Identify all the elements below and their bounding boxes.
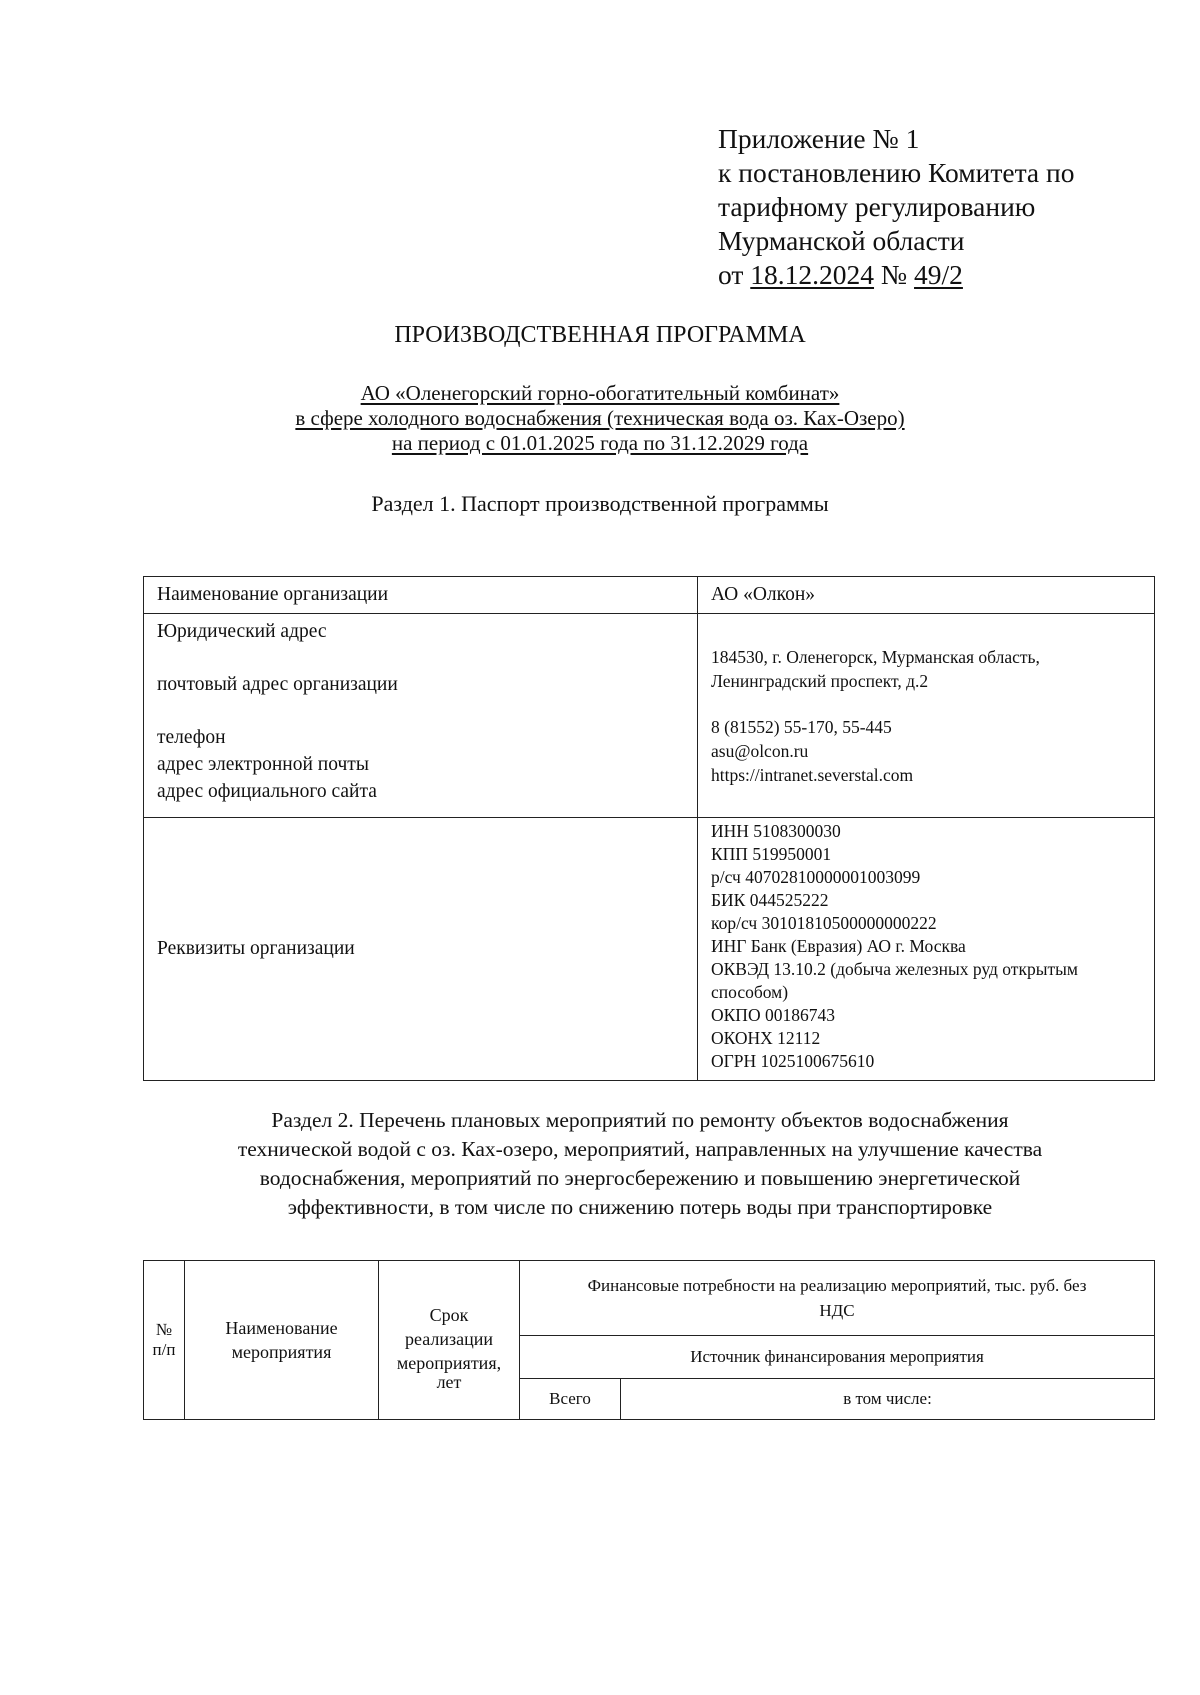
col-term-line4: лет xyxy=(436,1375,462,1389)
email-label: адрес электронной почты xyxy=(157,754,369,775)
appendix-line2: к постановлению Комитета по xyxy=(718,157,1075,188)
col-num-line1: № xyxy=(155,1320,173,1339)
requisite-line: ОКВЭД 13.10.2 (добыча железных руд открытым xyxy=(711,959,1078,979)
requisites-value xyxy=(698,818,1155,1081)
resolution-number: 49/2 xyxy=(914,259,963,290)
requisite-line: КПП 519950001 xyxy=(711,844,832,864)
col-term-header xyxy=(379,1261,520,1420)
table-row xyxy=(144,1261,1155,1336)
requisite-line: ИНН 5108300030 xyxy=(711,821,841,841)
col-term-line2: реализации xyxy=(405,1329,493,1349)
col-including-header: в том числе: xyxy=(621,1379,1155,1420)
email-value: asu@olcon.ru xyxy=(711,741,809,761)
address-line1: 184530, г. Оленегорск, Мурманская область, xyxy=(711,647,1040,667)
section2-line2: технической водой с оз. Ках-озеро, мероприятий, направленных на улучшение качества xyxy=(237,1137,1043,1161)
requisite-line: способом) xyxy=(711,982,789,1002)
section2-title xyxy=(150,1106,1130,1222)
postal-address-label: почтовый адрес организации xyxy=(157,674,398,695)
contacts-values-cell xyxy=(698,614,1155,818)
measures-table xyxy=(143,1260,1155,1420)
requisite-line: ОГРН 1025100675610 xyxy=(711,1051,875,1071)
col-finance-line1: Финансовые потребности на реализацию мероприятий, тыс. руб. без xyxy=(587,1276,1087,1295)
section2-line4: эффективности, в том числе по снижению потерь воды при транспортировке xyxy=(287,1195,993,1219)
passport-table xyxy=(143,576,1155,1081)
col-name-line2: мероприятия xyxy=(231,1342,332,1362)
col-name-line1: Наименование xyxy=(225,1318,338,1338)
appendix-line4: Мурманской области xyxy=(718,225,965,256)
phone-value: 8 (81552) 55-170, 55-445 xyxy=(711,717,892,737)
col-total-header: Всего xyxy=(520,1379,621,1420)
requisite-line: ИНГ Банк (Евразия) АО г. Москва xyxy=(711,936,966,956)
org-title-line3: на период с 01.01.2025 года по 31.12.2029 года xyxy=(391,431,809,455)
org-title-line1: АО «Оленегорский горно-обогатительный комбинат» xyxy=(360,381,840,405)
legal-address-label: Юридический адрес xyxy=(157,621,327,642)
col-finance-line2: НДС xyxy=(819,1301,855,1320)
requisite-line: кор/сч 30101810500000000222 xyxy=(711,913,937,933)
table-row xyxy=(144,577,1155,614)
col-name-header xyxy=(185,1261,379,1420)
requisite-line: р/сч 40702810000001003099 xyxy=(711,867,921,887)
contacts-labels-cell xyxy=(144,614,698,818)
section1-title: Раздел 1. Паспорт производственной программы xyxy=(371,491,829,516)
resolution-date: 18.12.2024 xyxy=(750,259,875,290)
website-label: адрес официального сайта xyxy=(157,781,377,802)
col-num-line2: п/п xyxy=(152,1340,176,1359)
document-title: ПРОИЗВОДСТВЕННАЯ ПРОГРАММА xyxy=(394,322,806,348)
date-prefix: от xyxy=(718,259,751,290)
col-term-line3: мероприятия, xyxy=(396,1353,502,1373)
requisite-line: БИК 044525222 xyxy=(711,890,829,910)
section2-line3: водоснабжения, мероприятий по энергосбережению и повышению энергетической xyxy=(259,1166,1021,1190)
requisites-label: Реквизиты организации xyxy=(144,818,698,1081)
address-line2: Ленинградский проспект, д.2 xyxy=(711,671,929,691)
appendix-line1: Приложение № 1 xyxy=(718,123,920,154)
org-title-line2: в сфере холодного водоснабжения (техническая вода оз. Ках-Озеро) xyxy=(295,406,905,430)
col-term-line1: Срок xyxy=(429,1305,469,1325)
number-prefix: № xyxy=(874,259,915,290)
table-row xyxy=(144,614,1155,818)
requisite-line: ОКОНХ 12112 xyxy=(711,1028,821,1048)
appendix-line3: тарифному регулированию xyxy=(718,191,1036,222)
col-finance-header xyxy=(520,1261,1155,1336)
appendix-header xyxy=(718,122,1074,292)
org-name-label: Наименование организации xyxy=(144,577,698,614)
organization-title xyxy=(0,381,1200,456)
table-row xyxy=(144,818,1155,1081)
website-value: https://intranet.severstal.com xyxy=(711,765,914,785)
phone-label: телефон xyxy=(157,727,226,748)
org-name-value: АО «Олкон» xyxy=(698,577,1155,614)
requisite-line: ОКПО 00186743 xyxy=(711,1005,835,1025)
col-source-header: Источник финансирования мероприятия xyxy=(520,1336,1155,1379)
col-num-header xyxy=(144,1261,185,1420)
section2-line1: Раздел 2. Перечень плановых мероприятий по ремонту объектов водоснабжения xyxy=(271,1108,1009,1132)
appendix-date-line xyxy=(718,258,1074,292)
